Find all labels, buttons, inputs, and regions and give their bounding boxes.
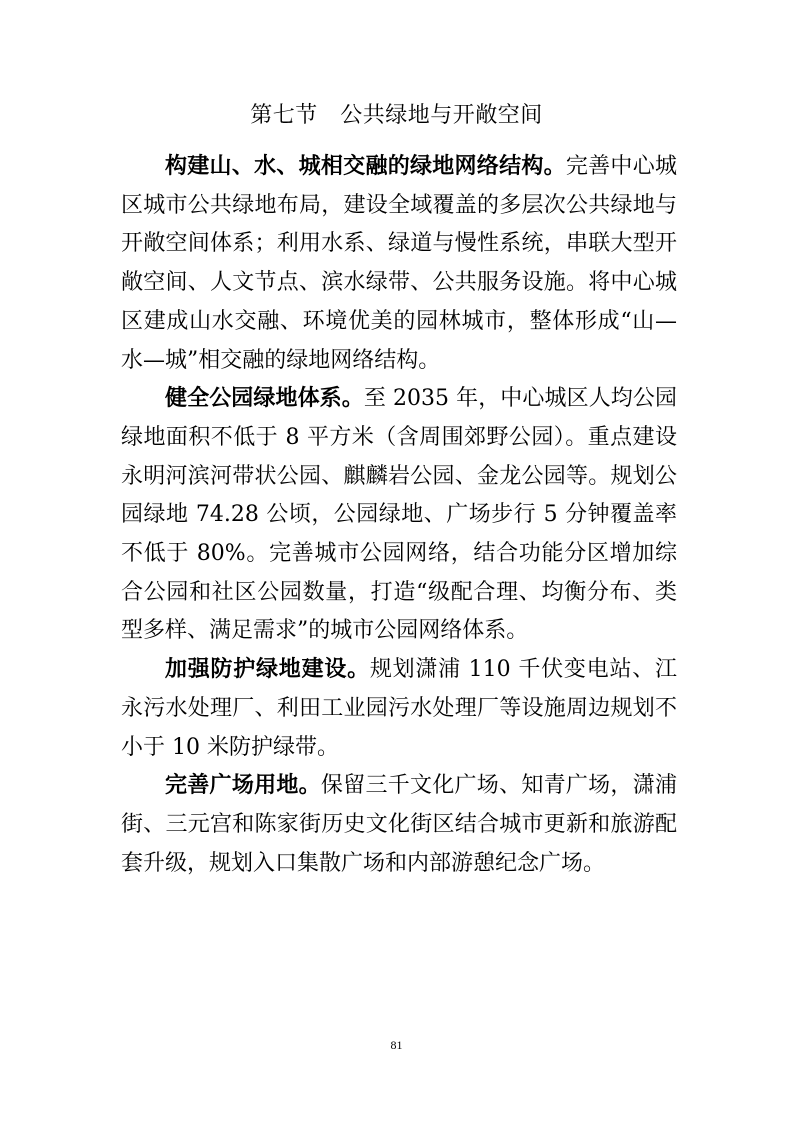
page-number: 81 xyxy=(390,1038,403,1052)
section-title: 第七节 公共绿地与开敞空间 xyxy=(250,103,543,128)
paragraph-text: 至 2035 年，中心城区人均公园绿地面积不低于 8 平方米（含周围郊野公园）。重点建设永明河滨河带状公园、麒麟岩公园、金龙公园等。规划公园绿地 74.28 公顷，公园绿地、广场步行 5 分钟覆盖率不低于 80%。完善城市公园网络，结合功能分区增加综合公园和社区公园数量，打造“级配合理、均衡分布、类型多样、满足需求”的城市公园网络体系。 xyxy=(121,386,677,644)
paragraph-protective-green xyxy=(121,651,677,767)
paragraph-green-network xyxy=(121,148,677,380)
paragraph-text: 保留三千文化广场、知青广场，潇浦街、三元宫和陈家街历史文化街区结合城市更新和旅游配套升级，规划入口集散广场和内部游憩纪念广场。 xyxy=(121,773,677,876)
document-body xyxy=(121,148,677,883)
paragraph-plaza-land xyxy=(121,767,677,883)
paragraph-text: 完善中心城区城市公共绿地布局，建设全域覆盖的多层次公共绿地与开敞空间体系；利用水系、绿道与慢性系统，串联大型开敞空间、人文节点、滨水绿带、公共服务设施。将中心城区建成山水交融、环境优美的园林城市，整体形成“山—水—城”相交融的绿地网络结构。 xyxy=(121,154,677,373)
paragraph-park-system xyxy=(121,380,677,651)
paragraph-lead: 完善广场用地。 xyxy=(165,773,321,799)
paragraph-lead: 加强防护绿地建设。 xyxy=(165,657,370,683)
paragraph-lead: 构建山、水、城相交融的绿地网络结构。 xyxy=(165,154,566,179)
paragraph-lead: 健全公园绿地体系。 xyxy=(165,386,364,412)
paragraph-text: 规划潇浦 110 千伏变电站、江永污水处理厂、利田工业园污水处理厂等设施周边规划不小于 10 米防护绿带。 xyxy=(121,657,677,760)
